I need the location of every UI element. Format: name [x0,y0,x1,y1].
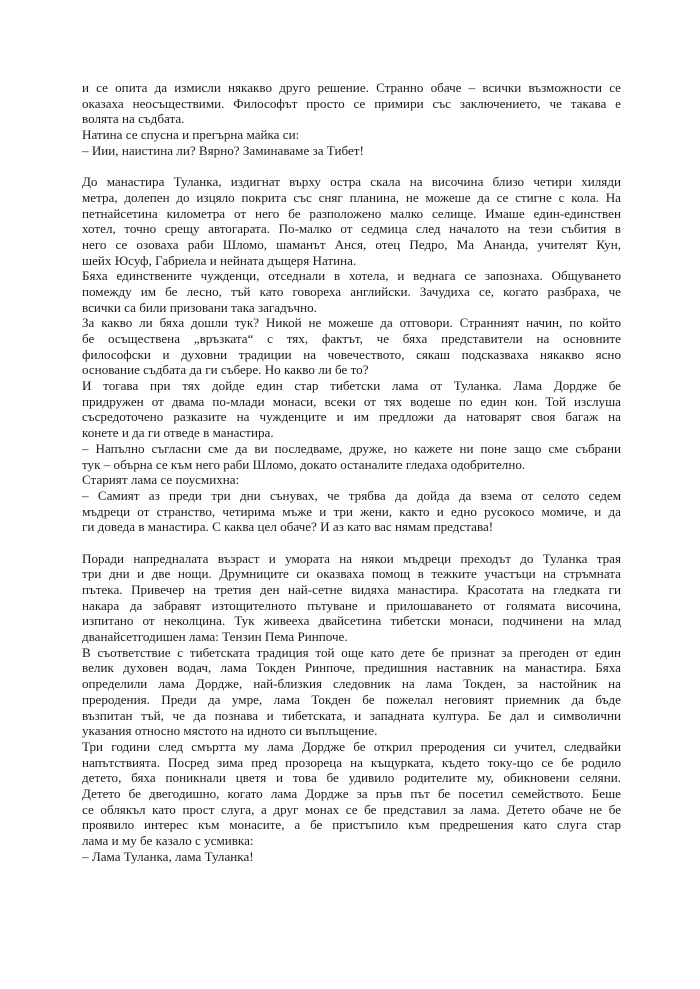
text-line: напътствията. Посред зима пред прозореца на къщурката, където току-що се бе родило [82,754,621,770]
text-line: велик духовен водач, лама Токден Ринпоче, предишния наставник на манастира. Бяха [82,660,621,676]
text-line: – Напълно съгласни сме да ви последваме, друже, но кажете ни поне защо сме събрани [82,440,621,456]
text-line: – Самият аз преди три дни сънувах, че трябва да дойда да взема от селото седем [82,487,621,503]
paragraph [82,551,621,645]
text-line: тук – обърна се към него раби Шломо, докато останалите гледаха одобрително. [82,456,526,472]
paragraph [82,645,621,739]
paragraph [82,488,621,535]
text-line: определили лама Дордже, най-близкия следовник на лама Токден, за настойник на [82,676,621,692]
paragraph [82,739,621,849]
text-line: Старият лама се поусмихна: [82,472,240,488]
text-line: До манастира Туланка, издигнат върху остра скала на височина близо четири хиляди [82,174,621,190]
text-line: проявило интерес към монасите, а бе пристъпило към предрешения като слуга стар [82,817,621,833]
paragraph [82,472,621,488]
text-line: лама и му бе казало с усмивка: [82,833,254,848]
text-line: философски и духовни традиции на човечеството, сякаш подсказваха някакво ясно [82,346,621,362]
text-line: и се опита да измисли някакво друго решение. Странно обаче – всички възможности се [82,80,621,95]
text-line: шейх Юсуф, Габриела и нейната дъщеря Натина. [82,252,357,268]
paragraph [82,849,621,865]
text-line: бе осъществена „връзката“ с тях, фактът, че бяха представители на основните [82,331,621,346]
text-line: метра, долепен до изцяло покрита със сняг планина, не можеше да се стигне с кола. На [82,189,621,205]
text-line: Натина се спусна и прегърна майка си: [82,127,300,143]
paragraph-spacer [82,158,621,174]
text-line: указания относно мястото на идното си въплъщение. [82,723,378,739]
text-line: конете и да ги отведе в манастира. [82,425,274,441]
text-line: всички са били призовани така загадъчно. [82,299,317,315]
text-line: основание съдбата да ги събере. Но какво ли бе то? [82,362,369,378]
text-line: се облякъл като прост слуга, а друг монах се бе представил за лама. Детето обаче не бе [82,801,621,817]
text-line: помежду им бе лесно, тъй като говореха английски. Зачудиха се, когато разбраха, че [82,283,621,299]
text-line: Бяха единствените чужденци, отседнали в хотела, и веднага се запознаха. Общуването [82,268,621,284]
paragraph [82,143,621,159]
text-line: ги доведа в манастира. С каква цел обаче? И аз като вас нямам представа! [82,519,494,535]
paragraph [82,441,621,472]
text-line: хотел, точно срещу автогарата. По-малко от седмица след началото на тези събития в [82,221,621,237]
text-line: Поради напредналата възраст и умората на някои мъдреци преходът до Туланка трая [82,550,621,566]
text-line: детето, бяха поникнали цветя и това бе удивило родителите му, обикновени селяни. [82,770,621,786]
text-line: него се озоваха раби Шломо, шаманът Анся, отец Педро, Ма Ананда, учителят Кун, [82,236,621,252]
text-line: оказаха неосъществими. Философът просто се примири със заключението, че такава е [82,95,621,111]
paragraph [82,315,621,378]
text-line: – Иии, наистина ли? Вярно? Заминаваме за Тибет! [82,142,364,158]
paragraph [82,80,621,127]
text-line: волята на съдбата. [82,111,185,127]
text-line: три дни и две нощи. Друмниците си оказваха помощ в тежките участъци на стръмната [82,566,621,582]
text-line: мъдреци от странство, четирима мъже и три жени, както и едно русокосо момиче, и да [82,503,621,519]
text-line: преродения. Преди да умре, лама Токден бе пожелал неговият приемник да бъде [82,691,621,707]
text-line: Три години след смъртта му лама Дордже бе открил преродения си учител, следвайки [82,738,621,754]
paragraph [82,268,621,315]
text-line: съсредоточено разказите на чужденците и им предложи да натоварят своя багаж на [82,409,621,425]
document-page [82,80,621,864]
paragraph [82,378,621,441]
text-line: И тогава при тях дойде един стар тибетски лама от Туланка. Лама Дордже бе [82,378,621,394]
text-line: изпитано от неколцина. Тук живееха двайсетина тибетски монаси, подчинени на млад [82,613,621,629]
text-line: В съответствие с тибетската традиция той още като дете бе признат за преroден от един [82,644,621,660]
paragraph [82,174,621,268]
text-line: Детето бе двегодишно, когато лама Дордже за пръв път бе посетил семейството. Беше [82,785,621,801]
text-line: накара да забравят изтощителното пътуване и прилошаването от голямата височина, [82,597,621,613]
paragraph [82,127,621,143]
text-line: За какво ли бяха дошли тук? Никой не можеше да отговори. Странният начин, по който [82,315,621,331]
text-line: придружен от двама по-млади монаси, всеки от тях водеше по един кон. Той изслуша [82,393,621,409]
text-line: пътека. Привечер на третия ден най-сетне видяха манастира. Красотата на гледката ги [82,582,621,597]
paragraph-spacer [82,535,621,551]
text-line: – Лама Туланка, лама Туланка! [82,848,254,864]
text-line: дванайсетгодишен лама: Тензин Пема Ринпоче. [82,629,348,645]
text-line: петнайсетина километра от него бе разположено малко селище. Имаше един-единствен [82,205,621,221]
text-line: възпитан тъй, че да познава и тибетската, и западната култура. Бе дал и символични [82,707,621,723]
